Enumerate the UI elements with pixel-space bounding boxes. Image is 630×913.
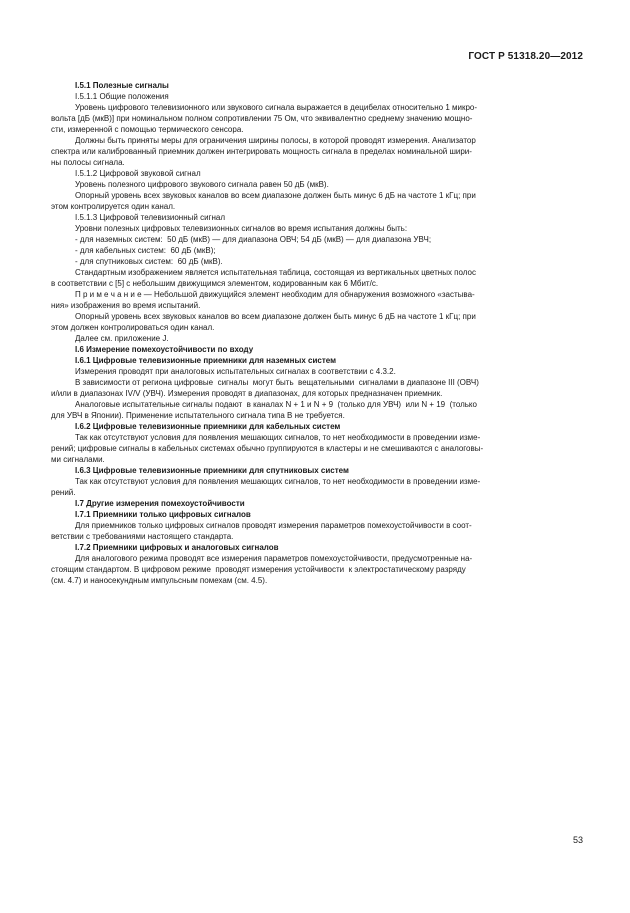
text-line: - для спутниковых систем: 60 дБ (мкВ). — [75, 257, 223, 266]
section-heading: I.6.1 Цифровые телевизионные приемники для наземных систем — [75, 356, 337, 365]
section-heading: I.6 Измерение помехоустойчивости по входу — [75, 345, 254, 354]
text-line: В зависимости от региона цифровые сигналы могут быть вещательными сигналами в диапазоне III (ОВЧ) — [75, 378, 479, 387]
text-line: Далее см. приложение J. — [75, 334, 169, 343]
text-line: Опорный уровень всех звуковых каналов во всем диапазоне должен быть минус 6 дБ на частоте 1 кГц; при — [75, 312, 476, 321]
text-line: рений; цифровые сигналы в кабельных системах обычно группируются в кластеры и не смешиваются с аналоговы- — [51, 444, 484, 453]
text-line: Для аналогового режима проводят все измерения параметров помехоустойчивости, предусмотренные на- — [75, 554, 473, 563]
text-line: рений. — [51, 488, 76, 497]
text-line: ветствии с требованиями настоящего стандарта. — [51, 532, 234, 541]
text-line: для УВЧ в Японии). Применение испытательного сигнала типа В не требуется. — [51, 411, 345, 420]
document-body — [51, 80, 583, 586]
text-line: и/или в диапазонах IV/V (УВЧ). Измерения проводят в диапазонах, для которых предназначен приемник. — [51, 389, 443, 398]
section-heading: I.6.3 Цифровые телевизионные приемники для спутниковых систем — [75, 466, 349, 475]
text-line: ны полосы сигнала. — [51, 158, 125, 167]
text-line: в соответствии с [5] с небольшим движущимся элементом, кодированным как 6 Мбит/с. — [51, 279, 379, 288]
text-line: - для наземных систем: 50 дБ (мкВ) — для диапазона ОВЧ; 54 дБ (мкВ) — для диапазона УВЧ; — [75, 235, 432, 244]
text-line: вольта [дБ (мкВ)] при номинальном полном сопротивлении 75 Ом, что эквивалентно среднему значению мощно- — [51, 114, 473, 123]
text-line: П р и м е ч а н и е — Небольшой движущийся элемент необходим для обнаружения возможного «застыва- — [75, 290, 475, 299]
text-line: Измерения проводят при аналоговых испытательных сигналах в соответствии с 4.3.2. — [75, 367, 396, 376]
text-line: ния» изображения во время испытаний. — [51, 301, 201, 310]
text-line: Уровень цифрового телевизионного или звукового сигнала выражается в децибелах относительно 1 микро- — [75, 103, 478, 112]
text-line: Стандартным изображением является испытательная таблица, состоящая из вертикальных цветных полос — [75, 268, 476, 277]
text-line: этом контролируется один канал. — [51, 202, 176, 211]
text-line: Так как отсутствуют условия для появления мешающих сигналов, то нет необходимости в проведении изме- — [75, 477, 481, 486]
text-line: - для кабельных систем: 60 дБ (мкВ); — [75, 246, 216, 255]
text-line: Уровни полезных цифровых телевизионных сигналов во время испытания должны быть: — [75, 224, 408, 233]
text-line: I.5.1.3 Цифровой телевизионный сигнал — [75, 213, 226, 222]
text-line: Должны быть приняты меры для ограничения ширины полосы, в которой проводят измерения. Анализатор — [75, 136, 476, 145]
text-line: стоящим стандартом. В цифровом режиме проводят измерения устойчивости к электростатическому разряду — [51, 565, 466, 574]
text-line: Опорный уровень всех звуковых каналов во всем диапазоне должен быть минус 6 дБ на частоте 1 кГц; при — [75, 191, 476, 200]
section-heading: I.7 Другие измерения помехоустойчивости — [75, 499, 245, 508]
text-line: спектра или калиброванный приемник должен интегрировать мощность сигнала в пределах номинальной шири- — [51, 147, 472, 156]
text-line: I.5.1.1 Общие положения — [75, 92, 169, 101]
text-line: сти, измеренной с помощью термического сенсора. — [51, 125, 244, 134]
text-line: ми сигналами. — [51, 455, 105, 464]
document-header: ГОСТ Р 51318.20—2012 — [468, 51, 583, 62]
text-line: Так как отсутствуют условия для появления мешающих сигналов, то нет необходимости в проведении изме- — [75, 433, 481, 442]
section-heading: I.7.1 Приемники только цифровых сигналов — [75, 510, 251, 519]
text-line: (см. 4.7) и наносекундным импульсным помехам (см. 4.5). — [51, 576, 268, 585]
text-line: Для приемников только цифровых сигналов проводят измерения параметров помехоустойчивости в соот- — [75, 521, 472, 530]
text-line: Аналоговые испытательные сигналы подают в каналах N + 1 и N + 9 (только для УВЧ) или N + 19 (только — [75, 400, 477, 409]
text-line: I.5.1.2 Цифровой звуковой сигнал — [75, 169, 201, 178]
text-line: Уровень полезного цифрового звукового сигнала равен 50 дБ (мкВ). — [75, 180, 329, 189]
section-heading: I.7.2 Приемники цифровых и аналоговых сигналов — [75, 543, 279, 552]
page-number: 53 — [572, 835, 583, 845]
section-heading: I.6.2 Цифровые телевизионные приемники для кабельных систем — [75, 422, 341, 431]
section-heading: I.5.1 Полезные сигналы — [75, 81, 169, 90]
text-line: этом должен контролироваться один канал. — [51, 323, 215, 332]
